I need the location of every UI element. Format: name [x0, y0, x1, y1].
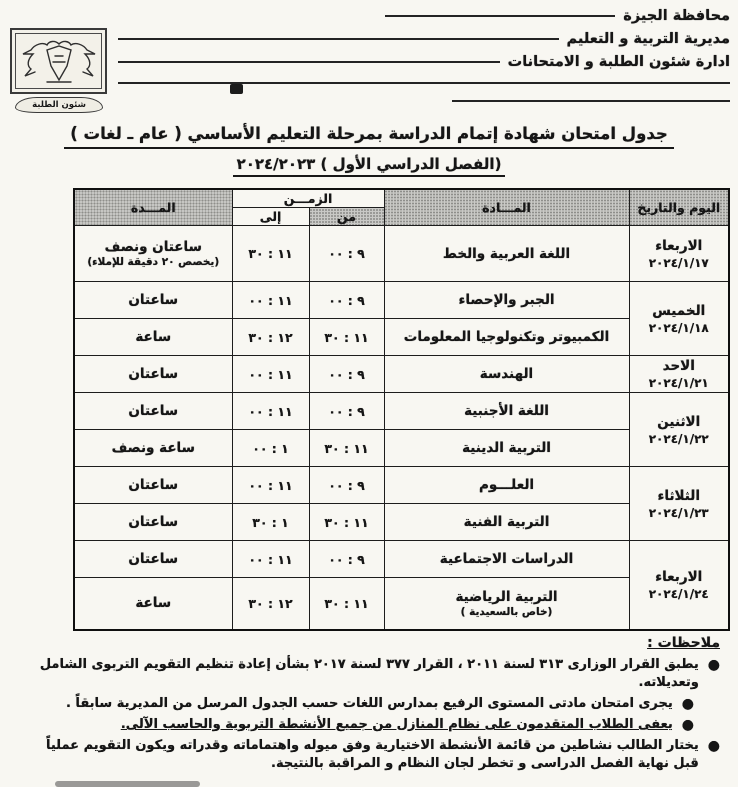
- column-header-duration: المـــدة: [74, 189, 232, 226]
- column-header-to: إلى: [232, 208, 309, 226]
- duration-cell: ساعتان: [74, 393, 232, 430]
- table-row: [74, 356, 729, 393]
- document-subtitle-text: (الفصل الدراسي الأول ) ٢٠٢٤/٢٠٢٣: [233, 155, 506, 177]
- document-title: [0, 124, 738, 149]
- subject-cell: الجبر والإحصاء: [384, 282, 629, 319]
- time-from-cell: ٩ : ٠٠: [309, 467, 384, 504]
- time-to-cell: ١١ : ٠٠: [232, 393, 309, 430]
- letterhead-rule-short: [452, 100, 730, 102]
- stamp-banner: [15, 97, 103, 113]
- letterhead-rule-long: [118, 82, 730, 84]
- day-cell: [629, 393, 729, 467]
- time-from-cell: ٩ : ٠٠: [309, 541, 384, 578]
- letterhead-line-governorate: [385, 8, 730, 24]
- time-to-cell: ١ : ٣٠: [232, 504, 309, 541]
- day-cell: [629, 282, 729, 356]
- directorate-name: مديرية التربية و التعليم: [566, 31, 730, 47]
- day-date: ٢٠٢٤/١/٢١: [648, 376, 709, 390]
- bullet-icon: ●: [681, 695, 694, 712]
- time-to-cell: ١١ : ٠٠: [232, 541, 309, 578]
- day-name: الاربعاء: [655, 568, 703, 585]
- time-from-cell: ٩ : ٠٠: [309, 282, 384, 319]
- day-cell: [629, 467, 729, 541]
- table-row: [74, 393, 729, 430]
- duration-cell: [74, 226, 232, 282]
- day-date: ٢٠٢٤/١/٢٣: [648, 505, 709, 520]
- letterhead-divider: [118, 82, 730, 84]
- letterhead-line-administration: [118, 54, 730, 70]
- letterhead-divider: [452, 100, 730, 102]
- subject-note: (خاص بالسعيدية ): [460, 605, 553, 618]
- document-title-text: جدول امتحان شهادة إتمام الدراسة بمرحلة التعليم الأساسي ( عام ـ لغات ): [64, 124, 674, 149]
- letterhead: [118, 8, 730, 102]
- day-date: ٢٠٢٤/١/١٧: [648, 255, 709, 270]
- time-from-cell: ١١ : ٣٠: [309, 578, 384, 630]
- duration-note: (يخصص ٢٠ دقيقة للإملاء): [87, 256, 220, 268]
- administration-name: ادارة شئون الطلبة و الامتحانات: [507, 54, 730, 70]
- governorate-stamp: [10, 28, 107, 94]
- time-to-cell: ١١ : ٣٠: [232, 226, 309, 282]
- note-text: يجرى امتحان مادتى المستوى الرفيع بمدارس اللغات حسب الجدول المرسل من المديرية سابقاً .: [65, 695, 673, 711]
- subject-cell: الهندسة: [384, 356, 629, 393]
- note-text: يطبق القرار الوزارى ٣١٣ لسنة ٢٠١١ ، القرار ٣٧٧ لسنة ٢٠١٧ بشأن إعادة تنظيم التقويم التربوى الشامل وتعديلاته.: [39, 657, 699, 691]
- subject-cell: الدراسات الاجتماعية: [384, 541, 629, 578]
- time-to-cell: ١١ : ٠٠: [232, 467, 309, 504]
- subject-cell: العلـــوم: [384, 467, 629, 504]
- day-cell: [629, 356, 729, 393]
- note-item: [18, 656, 720, 693]
- day-date: ٢٠٢٤/١/١٨: [648, 320, 709, 335]
- note-text: يعفى الطلاب المتقدمون على نظام المنازل من جميع الأنشطة التربوية والحاسب الآلى.: [120, 716, 673, 732]
- subject-cell: [384, 578, 629, 630]
- bullet-icon: ●: [707, 737, 720, 754]
- table-header: [74, 189, 729, 226]
- day-cell: [629, 226, 729, 282]
- time-from-cell: ١١ : ٣٠: [309, 504, 384, 541]
- scan-artifact: [55, 781, 200, 787]
- subject-cell: التربية الفنية: [384, 504, 629, 541]
- day-name: الثلاثاء: [657, 487, 700, 504]
- time-to-cell: ١ : ٠٠: [232, 430, 309, 467]
- table-row: [74, 541, 729, 578]
- day-date: ٢٠٢٤/١/٢٢: [648, 431, 709, 446]
- day-name: الخميس: [652, 302, 706, 319]
- governorate-name: محافظة الجيزة: [623, 8, 730, 24]
- column-header-time: الزمـــن: [232, 189, 384, 208]
- duration-cell: ساعتان: [74, 356, 232, 393]
- stamp-frame: [15, 33, 102, 89]
- document-subtitle: [0, 154, 738, 177]
- table-row: [74, 282, 729, 319]
- time-to-cell: ١١ : ٠٠: [232, 356, 309, 393]
- stamp-caption: شئون الطلبة: [32, 100, 86, 110]
- column-header-subject: المـــادة: [384, 189, 629, 226]
- duration-cell: ساعتان: [74, 282, 232, 319]
- note-text: يختار الطالب نشاطين من قائمة الأنشطة الاختيارية وفق ميوله واهتماماته وقدراته ويكون التقويم عملياً قبل نهاية الفصل الدراسى و تخطر لجان النظام و المراقبة بالنتيجة.: [45, 737, 699, 772]
- table-row: [74, 467, 729, 504]
- time-from-cell: ٩ : ٠٠: [309, 226, 384, 282]
- duration-cell: ساعة ونصف: [74, 430, 232, 467]
- day-name: الاحد: [662, 358, 695, 374]
- letterhead-line-directorate: [118, 31, 730, 47]
- duration-cell: ساعة: [74, 319, 232, 356]
- time-from-cell: ٩ : ٠٠: [309, 356, 384, 393]
- subject-cell: التربية الدينية: [384, 430, 629, 467]
- table-row: [74, 226, 729, 282]
- subject-cell: اللغة الأجنبية: [384, 393, 629, 430]
- column-header-from: من: [309, 208, 384, 226]
- bullet-icon: ●: [707, 657, 720, 673]
- subject-cell: اللغة العربية والخط: [384, 226, 629, 282]
- ink-mark: [230, 84, 243, 94]
- notes-section: [18, 632, 720, 776]
- note-item: [18, 695, 694, 714]
- letterhead-divider: [118, 61, 500, 63]
- time-from-cell: ٩ : ٠٠: [309, 393, 384, 430]
- bullet-icon: ●: [681, 716, 694, 733]
- note-item: [18, 716, 694, 735]
- time-to-cell: ١٢ : ٣٠: [232, 319, 309, 356]
- subject-cell: الكمبيوتر وتكنولوجيا المعلومات: [384, 319, 629, 356]
- day-name: الاثنين: [657, 413, 701, 430]
- day-name: الاربعاء: [655, 237, 703, 254]
- notes-title: ملاحظات :: [647, 635, 720, 651]
- header-row-top: [74, 189, 729, 208]
- eagle-emblem-icon: [18, 36, 100, 86]
- time-from-cell: ١١ : ٣٠: [309, 430, 384, 467]
- time-from-cell: ١١ : ٣٠: [309, 319, 384, 356]
- column-header-day: اليوم والتاريخ: [629, 189, 729, 226]
- note-item: [18, 737, 720, 774]
- duration-text: ساعتان ونصف: [104, 239, 202, 255]
- duration-cell: ساعتان: [74, 467, 232, 504]
- time-to-cell: ١٢ : ٣٠: [232, 578, 309, 630]
- letterhead-divider: [118, 38, 559, 40]
- letterhead-divider: [385, 15, 615, 17]
- duration-cell: ساعتان: [74, 541, 232, 578]
- day-cell: [629, 541, 729, 630]
- duration-cell: ساعتان: [74, 504, 232, 541]
- time-to-cell: ١١ : ٠٠: [232, 282, 309, 319]
- exam-schedule-table: [73, 188, 730, 631]
- duration-cell: ساعة: [74, 578, 232, 630]
- subject-text: التربية الرياضية: [455, 588, 558, 605]
- day-date: ٢٠٢٤/١/٢٤: [648, 586, 709, 601]
